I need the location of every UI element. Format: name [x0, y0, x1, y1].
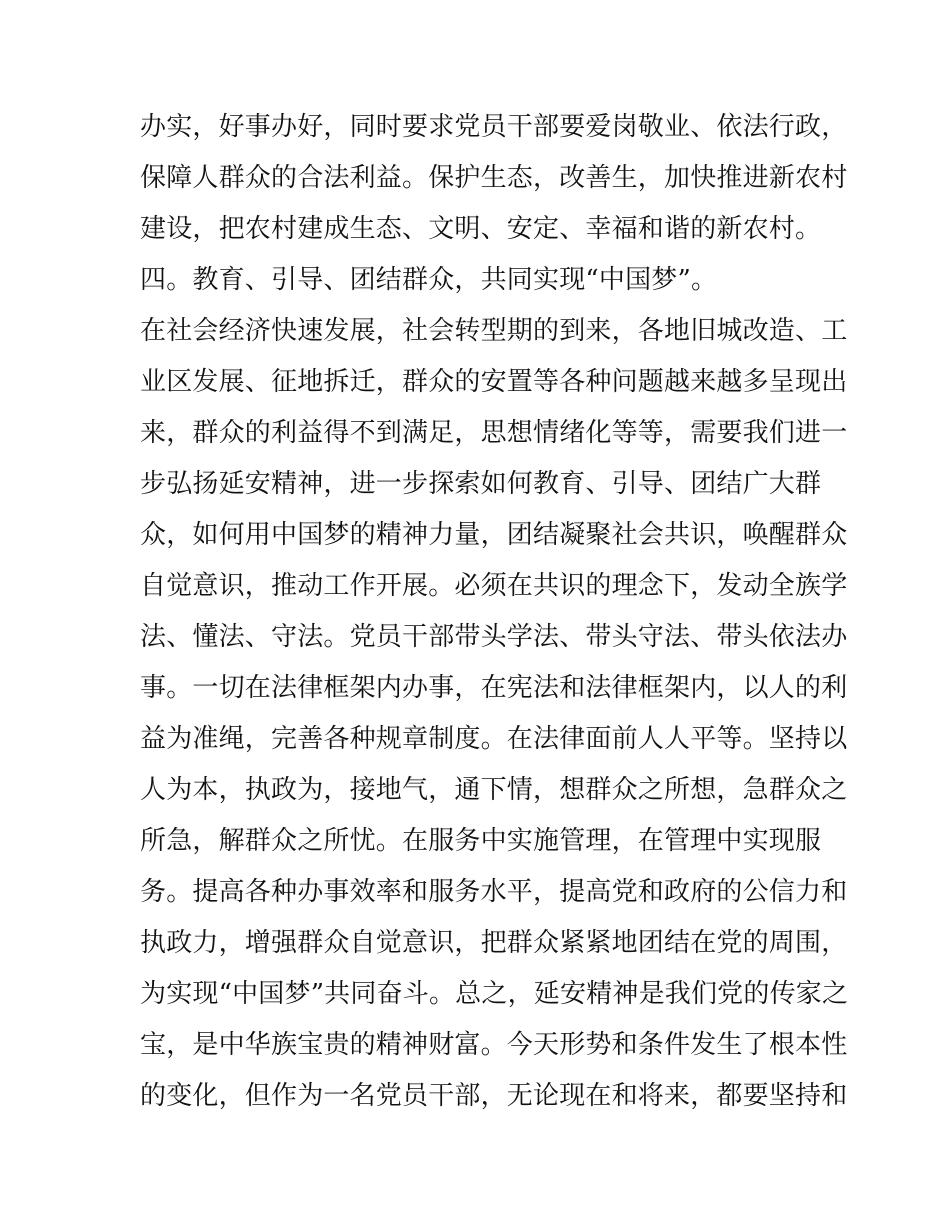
text-line-15: 所急，解群众之所忧。在服务中实施管理，在管理中实现服: [140, 826, 822, 856]
text-line-7: 来，群众的利益得不到满足，思想情绪化等等，需要我们进一: [140, 418, 848, 448]
text-line-6: 业区发展、征地拆迁，群众的安置等各种问题越来越多呈现出: [140, 367, 848, 397]
text-line-5: 在社会经济快速发展，社会转型期的到来，各地旧城改造、工: [140, 316, 848, 346]
text-line-18: 为实现“中国梦”共同奋斗。总之，延安精神是我们党的传家之: [140, 979, 849, 1009]
text-line-16: 务。提高各种办事效率和服务水平，提高党和政府的公信力和: [140, 877, 848, 907]
text-line-3: 建设，把农村建成生态、文明、安定、幸福和谐的新农村。: [140, 214, 822, 244]
text-line-13: 益为准绳，完善各种规章制度。在法律面前人人平等。坚持以: [140, 724, 848, 754]
text-line-10: 自觉意识，推动工作开展。必须在共识的理念下，发动全族学: [140, 571, 848, 601]
text-line-17: 执政力，增强群众自觉意识，把群众紧紧地团结在党的周围，: [140, 928, 848, 958]
text-line-8: 步弘扬延安精神，进一步探索如何教育、引导、团结广大群: [140, 469, 822, 499]
text-line-9: 众，如何用中国梦的精神力量，团结凝聚社会共识，唤醒群众: [140, 520, 848, 550]
text-line-12: 事。一切在法律框架内办事，在宪法和法律框架内，以人的利: [140, 673, 848, 703]
text-line-20: 的变化，但作为一名党员干部，无论现在和将来，都要坚持和: [140, 1081, 848, 1111]
text-line-11: 法、懂法、守法。党员干部带头学法、带头守法、带头依法办: [140, 622, 848, 652]
document-body: [140, 102, 849, 1122]
section-heading-4: 四。教育、引导、团结群众，共同实现“中国梦”。: [140, 265, 718, 295]
text-line-1: 办实，好事办好，同时要求党员干部要爱岗敬业、依法行政，: [140, 112, 848, 142]
text-line-14: 人为本，执政为，接地气，通下情，想群众之所想，急群众之: [140, 775, 848, 805]
text-line-2: 保障人群众的合法利益。保护生态，改善生，加快推进新农村: [140, 163, 848, 193]
text-line-19: 宝，是中华族宝贵的精神财富。今天形势和条件发生了根本性: [140, 1030, 848, 1060]
